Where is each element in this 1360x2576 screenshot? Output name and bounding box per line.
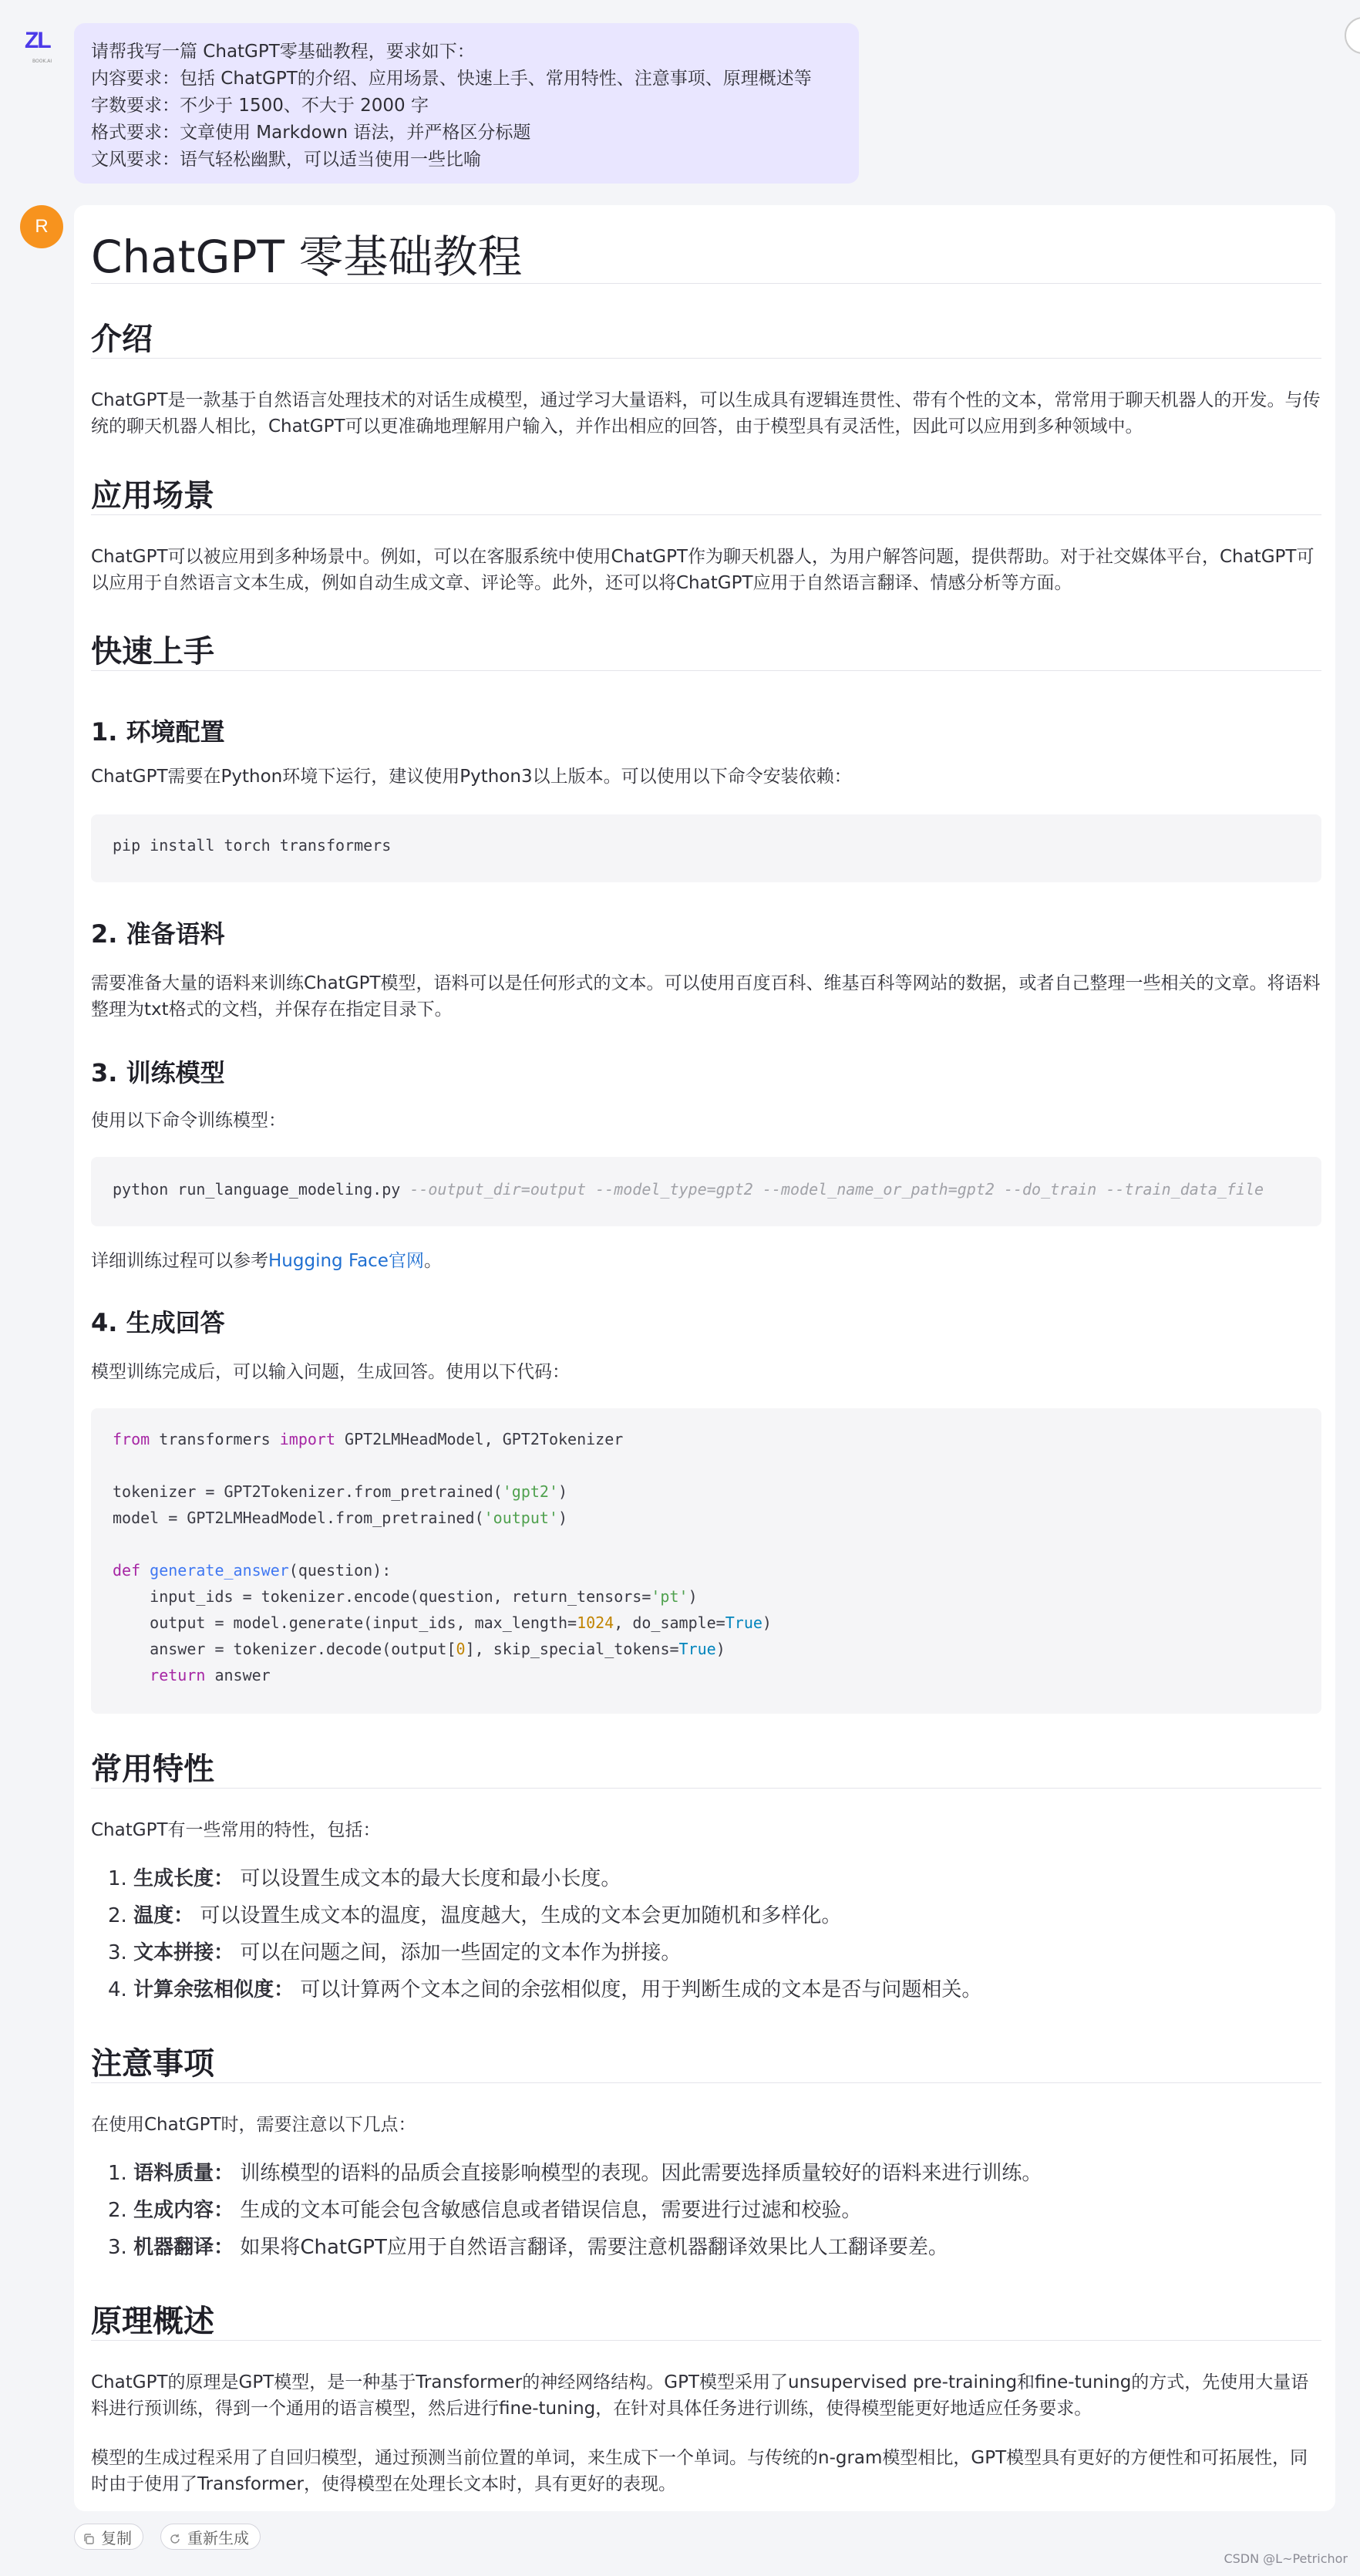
list-item: 2. 温度： 可以设置生成文本的温度，温度越大，生成的文本会更加随机和多样化。	[108, 1904, 842, 1927]
code-string: 'gpt2'	[502, 1482, 558, 1501]
code-line	[113, 1666, 271, 1684]
zl-logo: ZL	[25, 28, 50, 53]
heading-corpus: 2. 准备语料	[91, 919, 225, 949]
prompt-line: 内容要求：包括 ChatGPT的介绍、应用场景、快速上手、常用特性、注意事项、原理概述等	[91, 69, 812, 89]
watermark: CSDN @L~Petrichor	[1224, 2551, 1348, 2566]
code-keyword: import	[279, 1430, 335, 1448]
code-text: )	[557, 1509, 568, 1527]
copy-label: 复制	[101, 2528, 132, 2547]
bot-avatar: R	[20, 205, 63, 248]
generate-paragraph: 模型训练完成后，可以输入问题，生成回答。使用以下代码：	[91, 1362, 570, 1382]
corpus-paragraph: 需要准备大量的语料来训练ChatGPT模型，语料可以是任何形式的文本。可以使用百度百科、维基百科等网站的数据，或者自己整理一些相关的文章。将语料整理为txt格式的文档，并保存在指定目录下。	[91, 973, 1321, 1020]
prompt-line: 文风要求：语气轻松幽默，可以适当使用一些比喻	[91, 150, 481, 170]
code-text: output = model.generate(input_ids, max_length=	[113, 1613, 577, 1632]
code-string: 'output'	[483, 1509, 558, 1527]
code-line	[113, 1430, 623, 1448]
code-keyword: return	[113, 1666, 206, 1684]
settings-circle-icon[interactable]	[1345, 17, 1360, 54]
code-text: )	[688, 1587, 698, 1606]
scenarios-paragraph: ChatGPT可以被应用到多种场景中。例如，可以在客服系统中使用ChatGPT作为聊天机器人，为用户解答问题，提供帮助。对于社交媒体平台，ChatGPT可以应用于自然语言文本生成，例如自动生成文章、评论等。此外，还可以将ChatGPT应用于自然语言翻译、情感分析等方面。	[91, 547, 1315, 593]
code-block-train[interactable]	[91, 1157, 1321, 1226]
regenerate-label: 重新生成	[187, 2528, 249, 2547]
code-text: model = GPT2LMHeadModel.from_pretrained(	[113, 1509, 484, 1527]
heading-quickstart: 快速上手	[91, 634, 214, 669]
heading-env: 1. 环境配置	[91, 717, 225, 747]
features-paragraph: ChatGPT有一些常用的特性，包括：	[91, 1820, 381, 1840]
train-more-suffix: 。	[423, 1251, 442, 1271]
code-line	[113, 1587, 698, 1606]
code-line	[113, 1180, 1264, 1199]
code-text: input_ids = tokenizer.encode(question, return_tensors=	[113, 1587, 651, 1606]
answer-card	[74, 205, 1335, 2511]
copy-icon	[82, 2530, 95, 2543]
code-line	[113, 1482, 567, 1501]
code-block-install[interactable]	[91, 814, 1321, 882]
zl-logo-sub: BOOK.AI	[32, 59, 52, 64]
refresh-icon	[169, 2530, 181, 2543]
divider	[91, 283, 1321, 284]
code-number: 1024	[577, 1613, 614, 1632]
prompt-line: 请帮我写一篇 ChatGPT零基础教程，要求如下：	[91, 42, 475, 62]
heading-generate: 4. 生成回答	[91, 1308, 225, 1337]
code-string: 'pt'	[651, 1587, 688, 1606]
code-text: GPT2LMHeadModel, GPT2Tokenizer	[335, 1430, 624, 1448]
divider	[91, 514, 1321, 515]
list-item: 2. 生成内容： 生成的文本可能会包含敏感信息或者错误信息，需要进行过滤和校验。	[108, 2199, 862, 2222]
intro-paragraph: ChatGPT是一款基于自然语言处理技术的对话生成模型，通过学习大量语料，可以生成具有逻辑连贯性、带有个性的文本，常常用于聊天机器人的开发。与传统的聊天机器人相比，ChatGPT可以更准确地理解用户输入，并作出相应的回答，由于模型具有灵活性，因此可以应用到多种领域中。	[91, 390, 1321, 437]
code-line	[113, 1509, 567, 1527]
code-line	[113, 1640, 725, 1658]
divider	[91, 1788, 1321, 1789]
code-bool: True	[725, 1613, 762, 1632]
code-text: , do_sample=	[614, 1613, 725, 1632]
env-paragraph: ChatGPT需要在Python环境下运行，建议使用Python3以上版本。可以使用以下命令安装依赖：	[91, 767, 852, 787]
code-line	[113, 1561, 391, 1580]
train-paragraph: 使用以下命令训练模型：	[91, 1111, 286, 1131]
divider	[91, 358, 1321, 359]
code-line: pip install torch transformers	[113, 836, 392, 855]
divider	[91, 2340, 1321, 2341]
code-block-generate[interactable]	[91, 1408, 1321, 1714]
code-args: --output_dir=output --model_type=gpt2 --model_name_or_path=gpt2 --do_train --train_data_file	[409, 1180, 1264, 1199]
regenerate-button[interactable]	[160, 2524, 261, 2550]
hugging-face-link[interactable]: Hugging Face官网	[268, 1251, 424, 1271]
train-more-prefix: 详细训练过程可以参考	[91, 1251, 268, 1271]
heading-scenarios: 应用场景	[91, 478, 214, 514]
divider	[91, 670, 1321, 671]
code-text: answer = tokenizer.decode(output[	[113, 1640, 456, 1658]
list-item: 3. 机器翻译： 如果将ChatGPT应用于自然语言翻译，需要注意机器翻译效果比人工翻译要差。	[108, 2236, 948, 2259]
list-item: 4. 计算余弦相似度： 可以计算两个文本之间的余弦相似度，用于判断生成的文本是否与问题相关。	[108, 1978, 982, 2001]
code-text: )	[762, 1613, 772, 1632]
user-avatar	[22, 26, 63, 68]
user-prompt-bubble	[74, 23, 859, 184]
code-text: transformers	[150, 1430, 280, 1448]
heading-intro: 介绍	[91, 322, 153, 357]
code-text: (question):	[288, 1561, 392, 1580]
code-keyword: def	[113, 1561, 141, 1580]
code-text: ], skip_special_tokens=	[465, 1640, 679, 1658]
prompt-line: 格式要求：文章使用 Markdown 语法，并严格区分标题	[91, 123, 531, 143]
code-number: 0	[456, 1640, 466, 1658]
heading-features: 常用特性	[91, 1752, 214, 1787]
heading-theory: 原理概述	[91, 2304, 214, 2339]
prompt-line: 字数要求：不少于 1500、不大于 2000 字	[91, 96, 429, 116]
code-cmd: python run_language_modeling.py	[113, 1180, 410, 1199]
notes-paragraph: 在使用ChatGPT时，需要注意以下几点：	[91, 2115, 416, 2135]
list-item: 3. 文本拼接： 可以在问题之间，添加一些固定的文本作为拼接。	[108, 1941, 682, 1964]
copy-button[interactable]	[74, 2524, 143, 2550]
list-item: 1. 生成长度： 可以设置生成文本的最大长度和最小长度。	[108, 1867, 621, 1890]
code-text: )	[715, 1640, 725, 1658]
list-item: 1. 语料质量： 训练模型的语料的品质会直接影响模型的表现。因此需要选择质量较好的语料来进行训练。	[108, 2162, 1042, 2185]
heading-train: 3. 训练模型	[91, 1058, 225, 1087]
code-function: generate_answer	[150, 1561, 289, 1580]
code-text: tokenizer = GPT2Tokenizer.from_pretrained(	[113, 1482, 503, 1501]
divider	[91, 2082, 1321, 2083]
code-text: answer	[205, 1666, 271, 1684]
code-text: )	[557, 1482, 568, 1501]
code-bool: True	[678, 1640, 716, 1658]
code-line	[113, 1613, 772, 1632]
article-title: ChatGPT 零基础教程	[91, 231, 523, 283]
theory-paragraph-1: ChatGPT的原理是GPT模型，是一种基于Transformer的神经网络结构。GPT模型采用了unsupervised pre-training和fine-tuning的方式，先使用大量语料进行预训练，得到一个通用的语言模型，然后进行fine-tuning，在针对具体任务进行训练，使得模型能更好地适应任务要求。	[91, 2372, 1309, 2419]
code-keyword: from	[113, 1430, 150, 1448]
theory-paragraph-2: 模型的生成过程采用了自回归模型，通过预测当前位置的单词，来生成下一个单词。与传统的n-gram模型相比，GPT模型具有更好的方便性和可拓展性，同时由于使用了Transformer，使得模型在处理长文本时，具有更好的表现。	[91, 2448, 1308, 2494]
train-more-paragraph	[91, 1248, 1321, 1274]
heading-notes: 注意事项	[91, 2046, 214, 2082]
